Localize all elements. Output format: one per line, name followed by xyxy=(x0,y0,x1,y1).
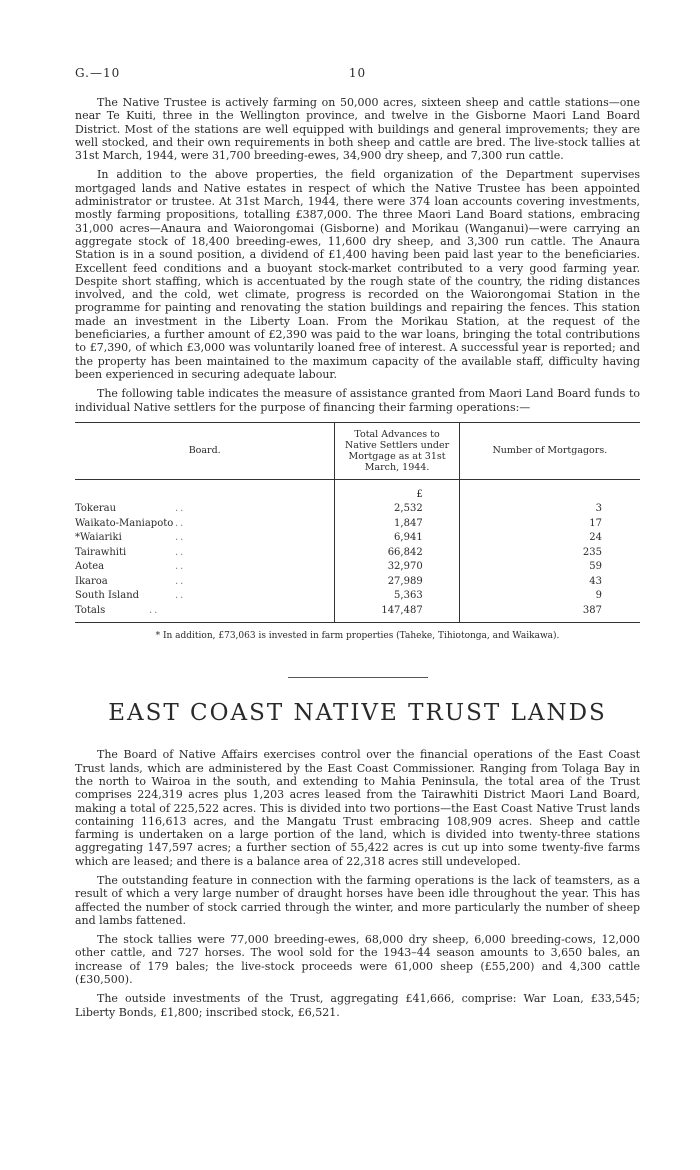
paragraph-field-organization: In addition to the above properties, the field organization of the Department supervises mortgaged lands and Native estates in respect of which the Native Trustee has been appointed administrator or trustee. At 31st March, 1944, there were 374 loan accounts covering investments, mostly farming propositions, totalling £387,000. The three Maori Land Board stations, embracing 31,000 acres—Anaura and Waiorongomai (Gisborne) and Morikau (Wanganui)—were carrying an aggregate stock of 18,400 breeding-ewes, 11,600 dry sheep, and 3,300 run cattle. The Anaura Station is in a sound position, a dividend of £1,400 having been paid last year to the beneficiaries. Excellent feed conditions and a buoyant stock-market contributed to a very good farming year. Despite short staffing, which is accentuated by the rough state of the country, the riding distances involved, and the cold, wet climate, progress is recorded on the Waiorongomai Station in the programme for painting and renovating the station buildings and repairing the fences. This station made an investment in the Liberty Loan. From the Morikau Station, at the request of the beneficiaries, a further amount of £2,390 was paid to the war loans, bringing the total contributions to £7,390, of which £3,000 was voluntarily loaned free of interest. A successful year is reported; and the property has been maintained to the maximum capacity of the available staff, difficulty having been experienced in securing adequate labour. xyxy=(75,168,640,381)
board-name: Tairawhiti xyxy=(75,546,127,558)
mortgagors-value: 235 xyxy=(582,546,602,558)
table-row: Tokerau .. 2,532 3 xyxy=(75,502,640,517)
advances-value: 6,941 xyxy=(335,531,459,546)
table-row: Waikato-Maniapoto .. 1,847 17 xyxy=(75,517,640,532)
page-body xyxy=(75,96,640,1025)
table-row: South Island .. 5,363 9 xyxy=(75,589,640,604)
table-header-row xyxy=(75,422,640,479)
board-name: Aotea xyxy=(75,561,105,573)
column-header-advances: Total Advances to Native Settlers under Mortgage as at 31st March, 1944. xyxy=(335,422,459,479)
totals-label: Totals xyxy=(75,604,106,616)
paragraph-table-intro: The following table indicates the measure of assistance granted from Maori Land Board funds to individual Native settlers for the purpose of financing their farming operations:— xyxy=(75,387,640,414)
paragraph-native-trustee-farming: The Native Trustee is actively farming on 50,000 acres, sixteen sheep and cattle stations—one near Te Kuiti, three in the Wellington province, and twelve in the Gisborne Maori Land Board District. Most of the stations are well equipped with buildings and general improvements; they are well stocked, and their own requirements in both sheep and cattle are bred. The live-stock tallies at 31st March, 1944, were 31,700 breeding-ewes, 34,900 dry sheep, and 7,300 run cattle. xyxy=(75,96,640,163)
column-header-mortgagors: Number of Mortgagors. xyxy=(459,422,640,479)
mortgagors-value: 43 xyxy=(589,575,602,587)
section-title: EAST COAST NATIVE TRUST LANDS xyxy=(108,700,607,727)
mortgagors-value: 17 xyxy=(589,517,602,529)
table-footnote: * In addition, £73,063 is invested in farm properties (Taheke, Tihiotonga, and Waikawa). xyxy=(155,631,560,642)
mortgagors-value: 59 xyxy=(589,561,602,573)
advances-table xyxy=(75,422,640,624)
paragraph-outside-investments: The outside investments of the Trust, aggregating £41,666, comprise: War Loan, £33,545; Liberty Bonds, £1,800; inscribed stock, £6,521. xyxy=(75,992,640,1019)
board-name: Waikato-Maniapoto xyxy=(75,517,174,529)
board-name: Ikaroa xyxy=(75,575,108,587)
mortgagors-value: 3 xyxy=(595,503,602,515)
advances-value: 27,989 xyxy=(335,575,459,590)
paragraph-stock-tallies: The stock tallies were 77,000 breeding-ewes, 68,000 dry sheep, 6,000 breeding-cows, 12,000 other cattle, and 727 horses. The wool sold for the 1943–44 season amounts to 3,650 bales, an increase of 179 bales; the live-stock proceeds were 61,000 sheep (£55,200) and 4,300 cattle (£30,500). xyxy=(75,933,640,987)
column-header-board: Board. xyxy=(75,422,335,479)
table-row: *Waiariki .. 6,941 24 xyxy=(75,531,640,546)
board-name: Tokerau xyxy=(75,503,117,515)
report-reference: G.—10 xyxy=(75,66,121,80)
paragraph-east-coast-control: The Board of Native Affairs exercises control over the financial operations of the East Coast Trust lands, which are administered by the East Coast Commissioner. Ranging from Tolaga Bay in the north to Wairoa in the south, and extending to Mahia Peninsula, the total area of the Trust comprises 224,319 acres plus 1,203 acres leased from the Tairawhiti District Maori Land Board, making a total of 225,522 acres. This is divided into two portions—the East Coast Native Trust lands containing 116,613 acres, and the Mangatu Trust embracing 108,909 acres. Sheep and cattle farming is undertaken on a large portion of the land, which is divided into twenty-three stations aggregating 147,597 acres; a further section of 55,422 acres is cut up into some twenty-five farms which are leased; and there is a balance area of 22,318 acres still undeveloped. xyxy=(75,748,640,868)
advances-value: 2,532 xyxy=(335,502,459,517)
currency-symbol: £ xyxy=(335,488,459,503)
section-divider xyxy=(288,677,428,678)
table-row: Ikaroa .. 27,989 43 xyxy=(75,575,640,590)
advances-value: 66,842 xyxy=(335,546,459,561)
advances-value: 5,363 xyxy=(335,589,459,604)
mortgagors-value: 9 xyxy=(595,590,602,602)
table-row: Tairawhiti .. 66,842 235 xyxy=(75,546,640,561)
paragraph-teamsters: The outstanding feature in connection with the farming operations is the lack of teamsters, as a result of which a very large number of draught horses have been idle throughout the year. This has affected the number of stock carried through the winter, and more particularly the number of sheep and lambs fattened. xyxy=(75,874,640,927)
page-number: 10 xyxy=(348,66,367,80)
totals-advances: 147,487 xyxy=(335,604,459,619)
currency-row xyxy=(75,488,640,503)
mortgagors-value: 24 xyxy=(589,532,602,544)
board-name: *Waiariki xyxy=(75,532,122,544)
totals-row: Totals .. 147,487 387 xyxy=(75,604,640,619)
advances-value: 32,970 xyxy=(335,560,459,575)
advances-value: 1,847 xyxy=(335,517,459,532)
board-name: South Island xyxy=(75,590,140,602)
page-header xyxy=(75,66,640,82)
totals-mortgagors: 387 xyxy=(582,604,602,616)
table-row: Aotea .. 32,970 59 xyxy=(75,560,640,575)
